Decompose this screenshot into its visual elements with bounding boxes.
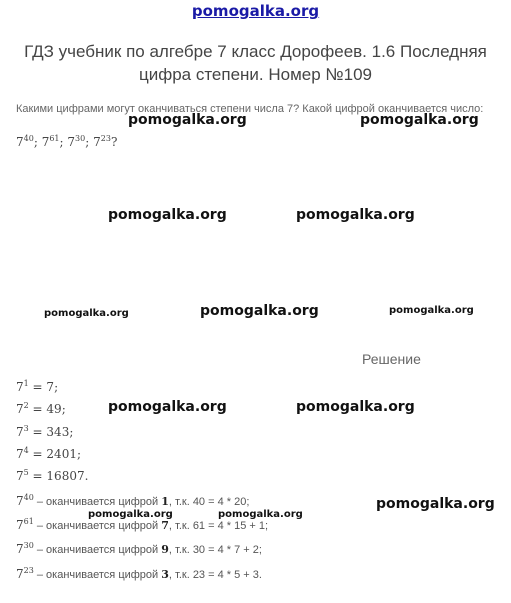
- watermark: pomogalka.org: [128, 112, 247, 128]
- task-power: $7^{30}$;: [67, 134, 90, 149]
- solution-ending-line: $7^{40}$ – оканчивается цифрой 1, т.к. 40 = 4 * 20;: [16, 493, 250, 508]
- task-power: $7^{40}$;: [16, 134, 38, 149]
- watermark: pomogalka.org: [108, 399, 227, 415]
- watermark: pomogalka.org: [296, 207, 415, 223]
- watermark: pomogalka.org: [88, 509, 173, 520]
- solution-heading: Решение: [362, 351, 421, 367]
- watermark: pomogalka.org: [360, 112, 479, 128]
- task-powers: [16, 135, 117, 149]
- site-header-link[interactable]: pomogalka.org: [191, 2, 320, 20]
- watermark: pomogalka.org: [376, 496, 495, 512]
- solution-ending-line: $7^{30}$ – оканчивается цифрой 9, т.к. 30 = 4 * 7 + 2;: [16, 541, 262, 556]
- solution-line: $7^4 = 2401$;: [16, 446, 82, 461]
- solution-ending-line: $7^{23}$ – оканчивается цифрой 3, т.к. 23 = 4 * 5 + 3.: [16, 566, 262, 581]
- solution-line: $7^2 = 49$;: [16, 401, 66, 416]
- solution-line: $7^3 = 343$;: [16, 424, 74, 439]
- watermark: pomogalka.org: [108, 207, 227, 223]
- solution-line: $7^5 = 16807$.: [16, 468, 89, 483]
- watermark: pomogalka.org: [200, 303, 319, 319]
- task-question: Какими цифрами могут оканчиваться степени числа 7? Какой цифрой оканчивается число:: [16, 103, 484, 115]
- solution-ending-line: $7^{61}$ – оканчивается цифрой 7, т.к. 61 = 4 * 15 + 1;: [16, 517, 269, 532]
- task-power: $7^{23}$?: [93, 134, 118, 149]
- watermark: pomogalka.org: [389, 305, 474, 316]
- solution-line: $7^1 = 7$;: [16, 379, 59, 394]
- task-power: $7^{61}$;: [41, 134, 64, 149]
- watermark: pomogalka.org: [44, 308, 129, 319]
- watermark: pomogalka.org: [296, 399, 415, 415]
- watermark: pomogalka.org: [218, 509, 303, 520]
- page-title: ГДЗ учебник по алгебре 7 класс Дорофеев. 1.6 Последняя цифра степени. Номер №109: [24, 42, 487, 84]
